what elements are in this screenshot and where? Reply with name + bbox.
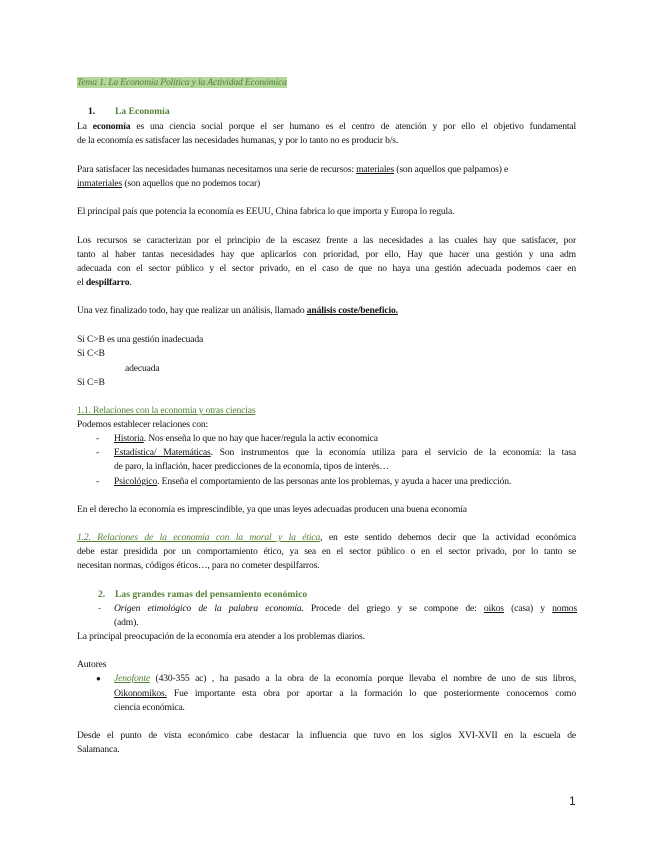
dash-bullet: - [98,603,102,614]
subsection-1-2-title: 1.2. Relaciones de la economía con la moral y la ética [77,532,321,543]
dash-bullet: - [96,433,100,444]
text: . Enseña el comportamiento de las personas ante los problemas, y ayuda a hacer una predicción. [157,476,512,487]
document-title [77,77,287,89]
text: el [77,277,86,288]
keyword-analisis-coste-beneficio: análisis coste/beneficio. [306,305,398,316]
dash-bullet: - [96,476,100,487]
keyword-materiales: materiales [356,164,395,175]
title-text: Tema 1. La Economía Política y la Actividad Económica [77,77,287,88]
text: (430-355 ac) , ha pasado a la obra de la economía porque llevaba el nombre de uno de sus libros, [149,673,576,684]
author-name: Jenofonte [114,673,150,684]
final-paragraph-line-1: Desde el punto de vista económico cabe destacar la influencia que tuvo en los siglos XVI-XVII en la escuela de [77,730,576,741]
subsection-1-2-line-1 [77,532,576,544]
text: . [129,277,132,288]
paragraph-derecho: En el derecho la economía es imprescindible, ya que unas leyes adecuadas producen una buena economía [77,504,467,515]
keyword-oikos: oikos [483,603,504,614]
list-item-text [114,476,511,488]
condition-2: Si C<B [77,348,105,359]
term: Historia [114,433,144,444]
text: Para satisfacer las necesidades humanas necesitamos una serie de recursos: [77,164,357,175]
list-item-continuation: (adm). [114,617,139,628]
dash-bullet: - [96,447,100,458]
subsection-1-1-intro: Podemos establecer relaciones con: [77,419,209,430]
paragraph-2-line-1 [77,164,508,176]
paragraph-3: El principal país que potencia la economía es EEUU, China fabrica lo que importa y Europa lo regula. [77,206,455,217]
text: (son aquellos que no podemos tocar) [122,178,261,189]
text: Una vez finalizado todo, hay que realizar un análisis, llamado [77,305,307,316]
text: (casa) y [503,603,553,614]
text: Procede del griego y se compone de: [303,603,484,614]
book-title: Oikonomikos. [114,688,167,699]
section-2-number: 2. [98,589,106,600]
subsection-1-2-line-2: debe estar presidida por un comportamiento ético, ya sea en el sector público o en el sector privado, por lo tanto se [77,546,576,557]
paragraph-4-line-4 [77,277,132,289]
condition-3: Si C=B [77,377,105,388]
condition-2-result: adecuada [125,363,160,374]
list-item-text [114,433,378,445]
origin-label: Origen etimológico de la palabra economía. [114,603,304,614]
paragraph-4-line-3: adecuada con el sector público y el sector privado, en el caso de que no haya una gestión adecuada podemos caer en [77,263,576,274]
keyword-inmateriales: inmateriales [77,178,123,189]
list-item-text [114,673,576,685]
final-paragraph-line-2: Salamanca. [77,744,120,755]
section-1-title: La Economía [115,106,170,117]
text: Fue importante esta obra por aportar a la formación lo que posteriormente conocemos como [166,688,576,699]
term: Psicológico [114,476,158,487]
keyword-economia: economía [92,121,131,132]
subsection-1-2-line-3: necesitan normas, códigos éticos…, para no cometer despilfarros. [77,560,320,571]
paragraph-2-line-2 [77,178,260,190]
section-1-number: 1. [88,106,96,117]
subsection-1-1-title: 1.1. Relaciones con la economía y otras ciencias [77,405,256,416]
text: , en este sentido debemos decir que la actividad económica [320,532,576,543]
list-item-text [114,603,577,615]
text: es una ciencia social porque el ser humano es el centro de atención y por ello el objetivo fundamental [130,121,576,132]
paragraph-1-line-2: de la economía es satisfacer las necesidades humanas, y por lo tanto no es producir b/s. [77,135,399,146]
keyword-despilfarro: despilfarro [85,277,130,288]
bullet-dot-icon: ● [96,674,101,683]
term: Estadística/ Matemáticas [114,447,211,458]
text: . Son instrumentos que la economía utiliza para el servicio de la economía: la tasa [210,447,576,458]
paragraph-4-line-2: tanto al haber tantas necesidades hay que aplicarlos con prioridad, por ello, Hay que hacer una gestión y una adm [77,249,576,260]
paragraph-4-line-1: Los recursos se caracterizan por el principio de la escasez frente a las necesidades a las cuales hay que satisfacer, por [77,235,576,246]
list-item-continuation: ciencia económica. [114,702,185,713]
condition-1: Si C>B es una gestión inadecuada [77,334,204,345]
paragraph-1-line-1 [77,121,576,133]
section-2-title: Las grandes ramas del pensamiento económico [115,589,308,600]
text: . Nos enseña lo que no hay que hacer/regula la activ economica [143,433,378,444]
list-item-text [114,447,576,459]
page-number: 1 [569,794,576,808]
text: (son aquellos que palpamos) e [394,164,509,175]
text: La [77,121,93,132]
keyword-nomos: nomos [552,603,577,614]
list-item-continuation [114,688,576,700]
paragraph-concern: La principal preocupación de la economía era atender a los problemas diarios. [77,631,365,642]
paragraph-5 [77,305,398,317]
list-item-continuation: de paro, la inflación, hacer predicciones de la economía, tipos de interés… [114,461,389,472]
authors-label: Autores [77,659,107,670]
